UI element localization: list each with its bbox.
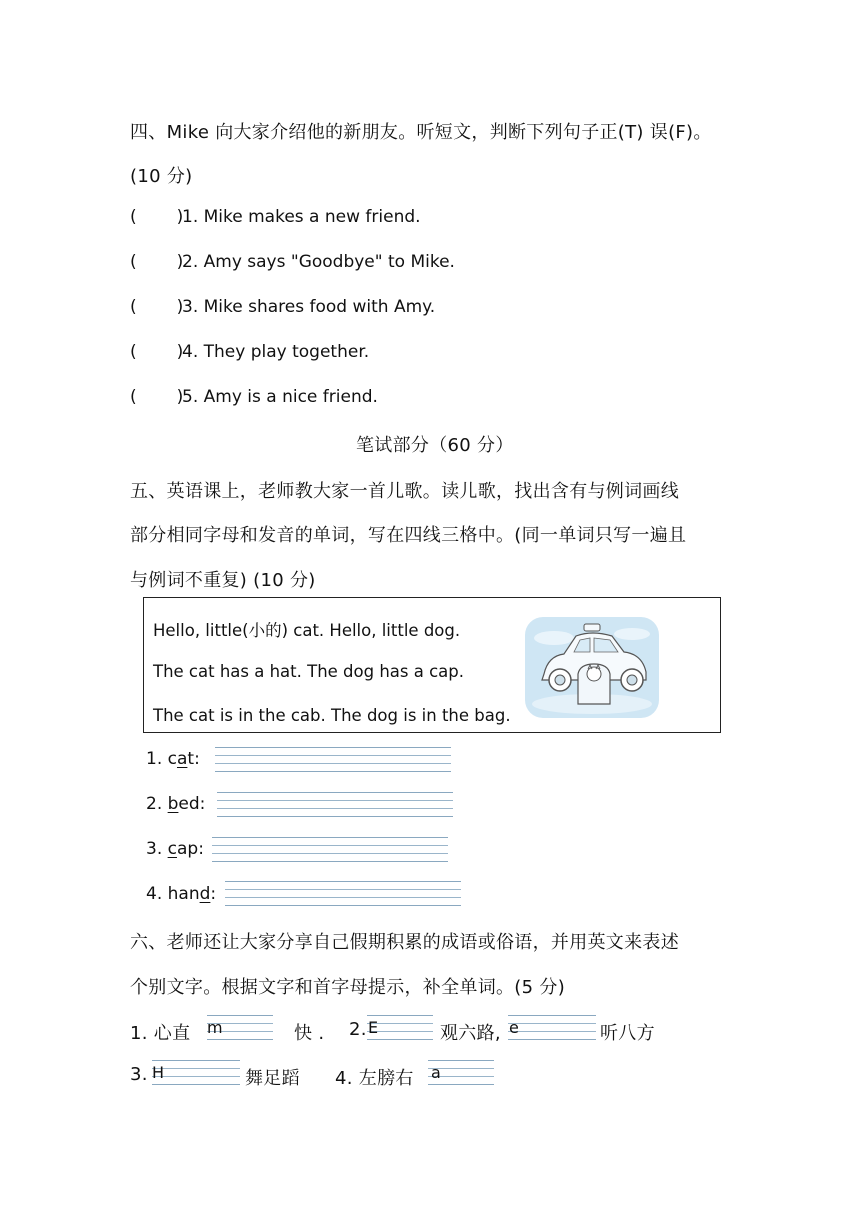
example-word-3: 3. cap: [146,839,204,859]
rhyme-box [143,597,721,733]
example-word-4: 4. hand: [146,884,217,904]
q1-text-b: 快 . [294,1023,325,1044]
section4-title-line2: (10 分) [130,166,193,187]
section5-title-line3: 与例词不重复) (10 分) [130,570,316,591]
q4-text-a: 4. 左膀右 [335,1068,414,1089]
hint-letter: e [509,1018,519,1037]
section5-title-line2: 部分相同字母和发音的单词，写在四线三格中。(同一单词只写一遍且 [130,525,687,546]
hint-letter: H [152,1063,165,1082]
q1-text-a: 1. 心直 [130,1023,191,1044]
answer-blank[interactable]: ( ) [130,207,184,227]
section4-title-line1: 四、Mike 向大家介绍他的新朋友。听短文，判断下列句子正(T) 误(F)。 [130,122,712,143]
q2-text-a: 2. [349,1019,367,1040]
hint-letter: E [368,1018,379,1037]
list-item: ( )4. They play together. [130,342,370,362]
rhyme-line: The cat is in the cab. The dog is in the bag. [153,706,511,725]
list-item: ( )5. Amy is a nice friend. [130,387,378,407]
idiom-blank-3[interactable] [508,1015,596,1041]
four-line-grid[interactable] [215,747,451,773]
idiom-blank-4[interactable] [152,1060,240,1086]
answer-blank[interactable]: ( ) [130,252,184,272]
written-part-title: 笔试部分（60 分） [356,435,514,456]
answer-blank[interactable]: ( ) [130,297,184,317]
taxi-cat-illustration [524,616,660,719]
q2-text-b: 观六路, [440,1023,501,1044]
example-word-1: 1. cat: [146,749,200,769]
four-line-grid[interactable] [225,881,461,907]
four-line-grid[interactable] [217,792,453,818]
q3-text-a: 3. [130,1064,148,1085]
section5-title-line1: 五、英语课上，老师教大家一首儿歌。读儿歌，找出含有与例词画线 [130,481,679,502]
section6-title-line1: 六、老师还让大家分享自己假期积累的成语或俗语，并用英文来表述 [130,932,679,953]
answer-blank[interactable]: ( ) [130,387,184,407]
answer-blank[interactable]: ( ) [130,342,184,362]
example-word-2: 2. bed: [146,794,206,814]
list-item: ( )3. Mike shares food with Amy. [130,297,436,317]
section6-title-line2: 个别文字。根据文字和首字母提示，补全单词。(5 分) [130,977,566,998]
list-item: ( )2. Amy says "Goodbye" to Mike. [130,252,455,272]
hint-letter: m [207,1018,223,1037]
hint-letter: a [431,1063,441,1082]
q3-text-b: 舞足蹈 [245,1068,300,1089]
rhyme-line: Hello, little(小的) cat. Hello, little dog. [153,621,461,640]
rhyme-line: The cat has a hat. The dog has a cap. [153,662,465,681]
list-item: ( )1. Mike makes a new friend. [130,207,421,227]
four-line-grid[interactable] [212,837,448,863]
q2-text-c: 听八方 [600,1023,655,1044]
